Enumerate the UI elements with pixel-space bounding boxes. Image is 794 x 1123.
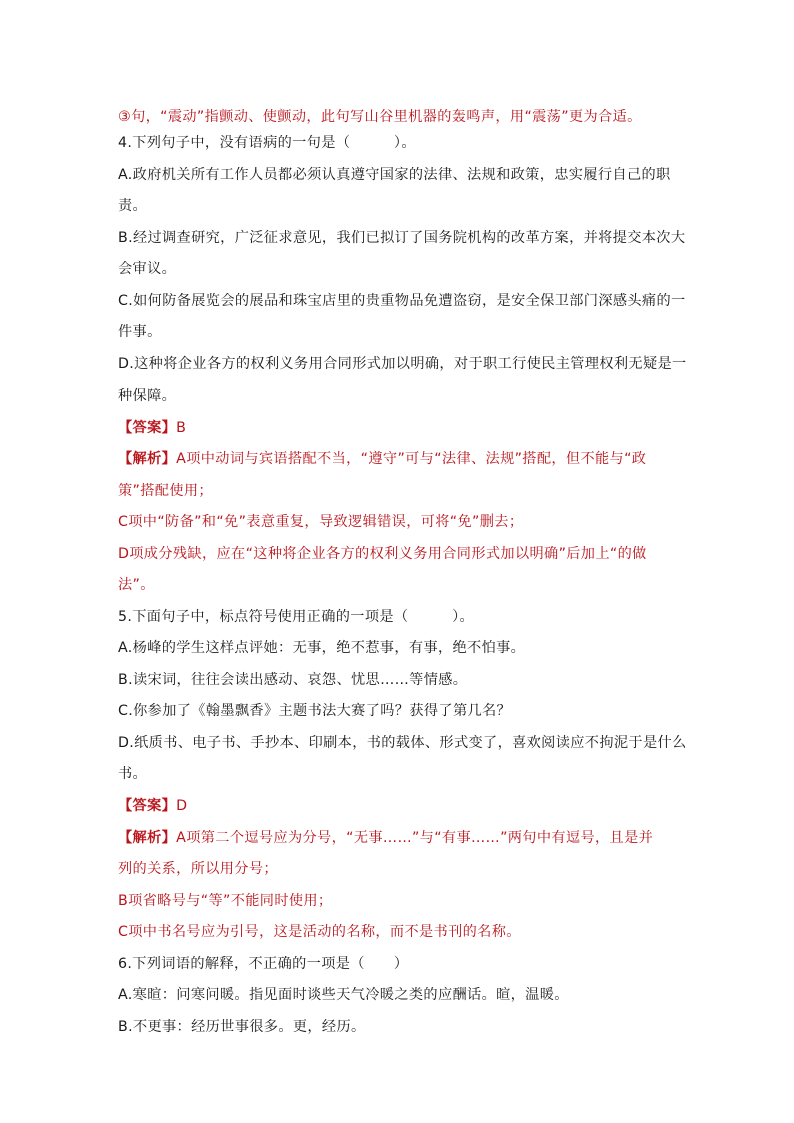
text-line xyxy=(118,859,678,879)
line-text: C项中“防备”和“免”表意重复，导致逻辑错误，可将“免”删去； xyxy=(118,514,524,530)
text-line xyxy=(118,954,678,974)
text-line xyxy=(118,985,678,1005)
line-text: 会审议。 xyxy=(118,261,177,277)
text-line xyxy=(118,449,678,469)
text-line xyxy=(118,891,678,911)
text-line xyxy=(118,544,678,564)
text-line xyxy=(118,107,678,127)
text-line xyxy=(118,638,678,658)
text-line xyxy=(118,575,678,595)
line-text: 责。 xyxy=(118,198,148,214)
line-text: A.杨峰的学生这样点评她：无事，绝不惹事，有事，绝不怕事。 xyxy=(118,640,526,656)
text-line xyxy=(118,228,686,248)
line-text: C.你参加了《翰墨飘香》主题书法大赛了吗？获得了第几名？ xyxy=(118,703,512,719)
line-text: 6.下列词语的解释，不正确的一项是（ ） xyxy=(118,956,409,972)
line-text: C项中书名号应为引号，这是活动的名称，而不是书刊的名称。 xyxy=(118,924,521,940)
text-line xyxy=(118,259,678,279)
line-text: 5.下面句子中，标点符号使用正确的一项是（ ）。 xyxy=(118,609,475,625)
line-text: ③句，“震动”指颤动、使颤动，此句写山谷里机器的轰鸣声，用“震荡”更为合适。 xyxy=(118,109,642,125)
text-line xyxy=(118,354,687,374)
line-text: B.读宋词，往往会读出感动、哀怨、忧思……等情感。 xyxy=(118,672,468,688)
line-text: 种保障。 xyxy=(118,388,177,404)
text-line xyxy=(118,733,687,753)
line-text: 列的关系，所以用分号； xyxy=(118,861,278,877)
text-line xyxy=(118,386,678,406)
line-text: 策”搭配使用； xyxy=(118,483,213,499)
line-text: D.纸质书、电子书、手抄本、印刷本，书的载体、形式变了，喜欢阅读应不拘泥于是什么 xyxy=(118,735,687,751)
line-text: D xyxy=(176,798,188,814)
line-text: B项省略号与“等”不能同时使用； xyxy=(118,893,333,909)
text-line xyxy=(118,607,678,627)
text-line xyxy=(118,512,678,532)
line-text: D项成分残缺，应在“这种将企业各方的权利义务用合同形式加以明确”后加上“的做 xyxy=(118,546,647,562)
text-line xyxy=(118,764,678,784)
text-line xyxy=(118,796,678,816)
line-text: 件事。 xyxy=(118,324,162,340)
line-text: C.如何防备展览会的展品和珠宝店里的贵重物品免遭盗窃，是安全保卫部门深感头痛的一 xyxy=(118,293,686,309)
text-line xyxy=(118,196,678,216)
section-tag: 【解析】 xyxy=(118,451,177,467)
line-text: A.寒暄：问寒问暖。指见面时谈些天气冷暖之类的应酬话。暄，温暖。 xyxy=(118,987,569,1003)
line-text: B.经过调查研究，广泛征求意见，我们已拟订了国务院机构的改革方案，并将提交本次大 xyxy=(118,230,686,246)
line-text: A项第二个逗号应为分号，“无事……”与“有事……”两句中有逗号，且是并 xyxy=(176,830,654,846)
section-tag: 【答案】 xyxy=(118,420,177,436)
text-line xyxy=(118,701,678,721)
text-line xyxy=(118,828,678,848)
line-text: A.政府机关所有工作人员都必须认真遵守国家的法律、法规和政策，忠实履行自己的职 xyxy=(118,167,671,183)
text-line xyxy=(118,1017,678,1037)
section-tag: 【答案】 xyxy=(118,798,177,814)
text-line xyxy=(118,418,678,438)
text-line xyxy=(118,670,678,690)
line-text: 法”。 xyxy=(118,577,155,593)
text-line xyxy=(118,165,678,185)
text-line xyxy=(118,133,678,153)
text-line xyxy=(118,481,678,501)
text-line xyxy=(118,922,678,942)
line-text: A项中动词与宾语搭配不当，“遵守”可与“法律、法规”搭配，但不能与“政 xyxy=(176,451,647,467)
line-text: 书。 xyxy=(118,766,148,782)
text-line xyxy=(118,291,686,311)
line-text: D.这种将企业各方的权利义务用合同形式加以明确，对于职工行使民主管理权利无疑是一 xyxy=(118,356,687,372)
section-tag: 【解析】 xyxy=(118,830,177,846)
text-line xyxy=(118,322,678,342)
line-text: B.不更事：经历世事很多。更，经历。 xyxy=(118,1019,366,1035)
line-text: B xyxy=(176,420,187,436)
line-text: 4.下列句子中，没有语病的一句是（ ）。 xyxy=(118,135,416,151)
